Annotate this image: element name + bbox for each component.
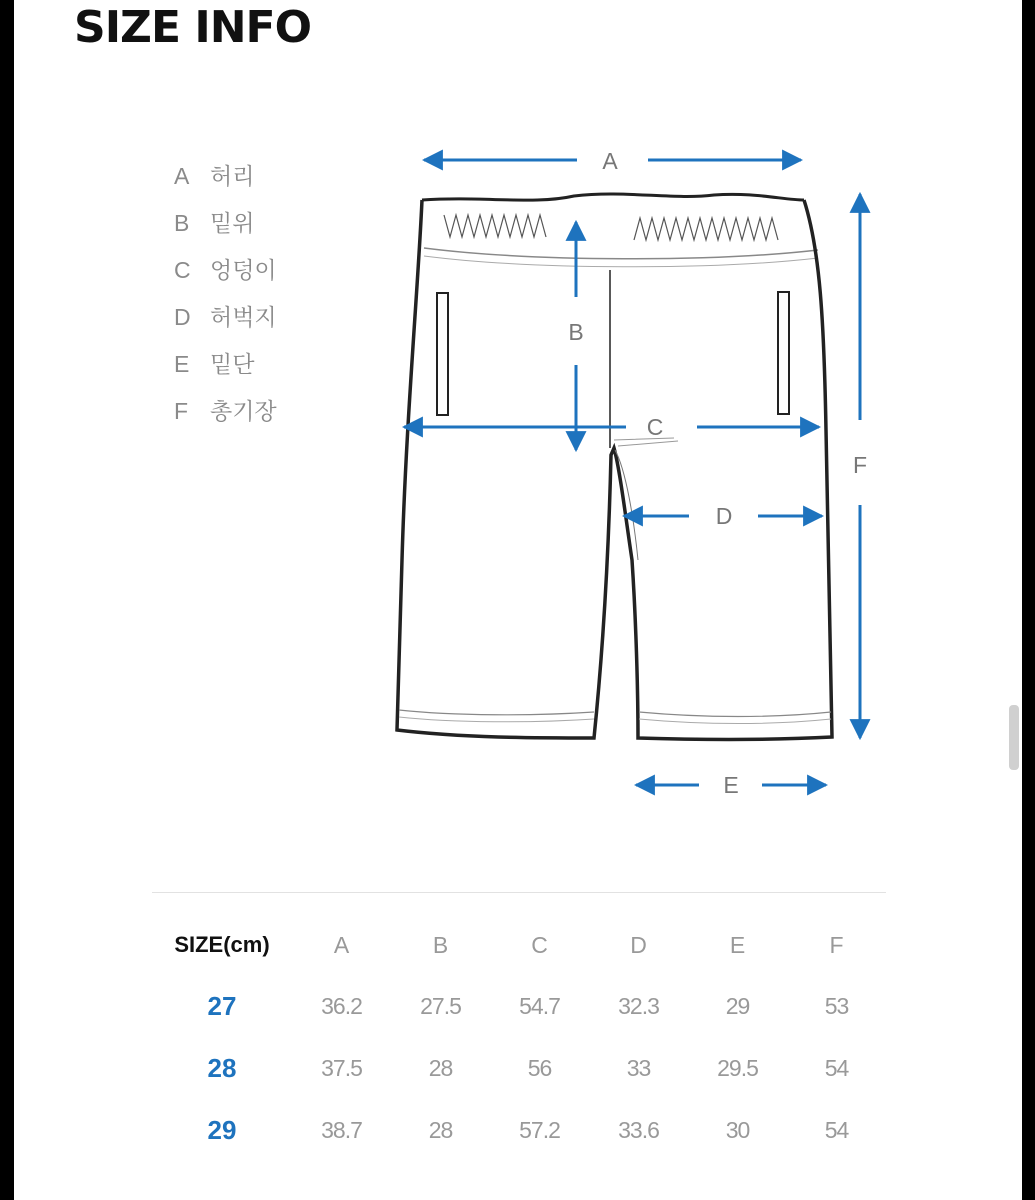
measurement-labels [568, 148, 867, 798]
table-header: F [829, 931, 844, 958]
scrollbar-thumb[interactable] [1009, 705, 1019, 770]
table-cell: 32.3 [618, 992, 659, 1019]
shorts-drawing [397, 194, 832, 739]
legend-key: F [174, 398, 189, 424]
table-cell: 29.5 [717, 1054, 758, 1081]
table-cell: 54 [824, 1054, 849, 1081]
legend-label: 밑단 [210, 351, 255, 377]
label-b: B [568, 319, 584, 345]
table-header: E [729, 931, 746, 958]
label-e: E [723, 772, 739, 798]
legend-key: B [174, 210, 190, 236]
legend-label: 엉덩이 [210, 257, 277, 283]
table-row [152, 975, 886, 1037]
label-f: F [852, 452, 868, 478]
section-divider [152, 892, 886, 893]
table-cell: 30 [725, 1116, 750, 1143]
table-row [152, 1099, 886, 1161]
size-cell: 29 [207, 1114, 237, 1145]
legend-label: 밑위 [210, 210, 255, 236]
table-header: C [531, 931, 548, 958]
table-cell: 54 [824, 1116, 849, 1143]
table-cell: 28 [428, 1054, 453, 1081]
size-table [152, 915, 886, 1161]
table-cell: 29 [725, 992, 750, 1019]
table-row [152, 1037, 886, 1099]
table-header: B [432, 931, 449, 958]
table-cell: 36.2 [321, 992, 362, 1019]
legend-label: 허리 [210, 163, 255, 189]
table-header-row [152, 915, 886, 975]
shorts-diagram [14, 0, 1022, 860]
table-header: A [333, 931, 350, 958]
table-header: SIZE(cm) [174, 932, 270, 957]
table-cell: 53 [824, 992, 849, 1019]
table-cell: 28 [428, 1116, 453, 1143]
table-cell: 56 [527, 1054, 552, 1081]
page-title: SIZE INFO [74, 2, 311, 53]
table-cell: 33.6 [618, 1116, 659, 1143]
size-cell: 28 [207, 1052, 237, 1083]
table-cell: 54.7 [519, 992, 560, 1019]
table-cell: 38.7 [321, 1116, 362, 1143]
table-cell: 37.5 [321, 1054, 362, 1081]
table-cell: 27.5 [420, 992, 461, 1019]
label-c: C [646, 414, 664, 440]
table-cell: 33 [626, 1054, 651, 1081]
legend-key: C [174, 257, 191, 283]
legend-label: 허벅지 [210, 304, 277, 330]
table-header: D [630, 931, 647, 958]
table-cell: 57.2 [519, 1116, 560, 1143]
label-a: A [602, 148, 618, 174]
label-d: D [715, 503, 733, 529]
size-cell: 27 [207, 990, 237, 1021]
legend-key: A [174, 163, 190, 189]
legend-label: 총기장 [210, 398, 277, 424]
size-info-page [14, 0, 1022, 1200]
legend-key: E [174, 351, 190, 377]
legend-key: D [174, 304, 191, 330]
